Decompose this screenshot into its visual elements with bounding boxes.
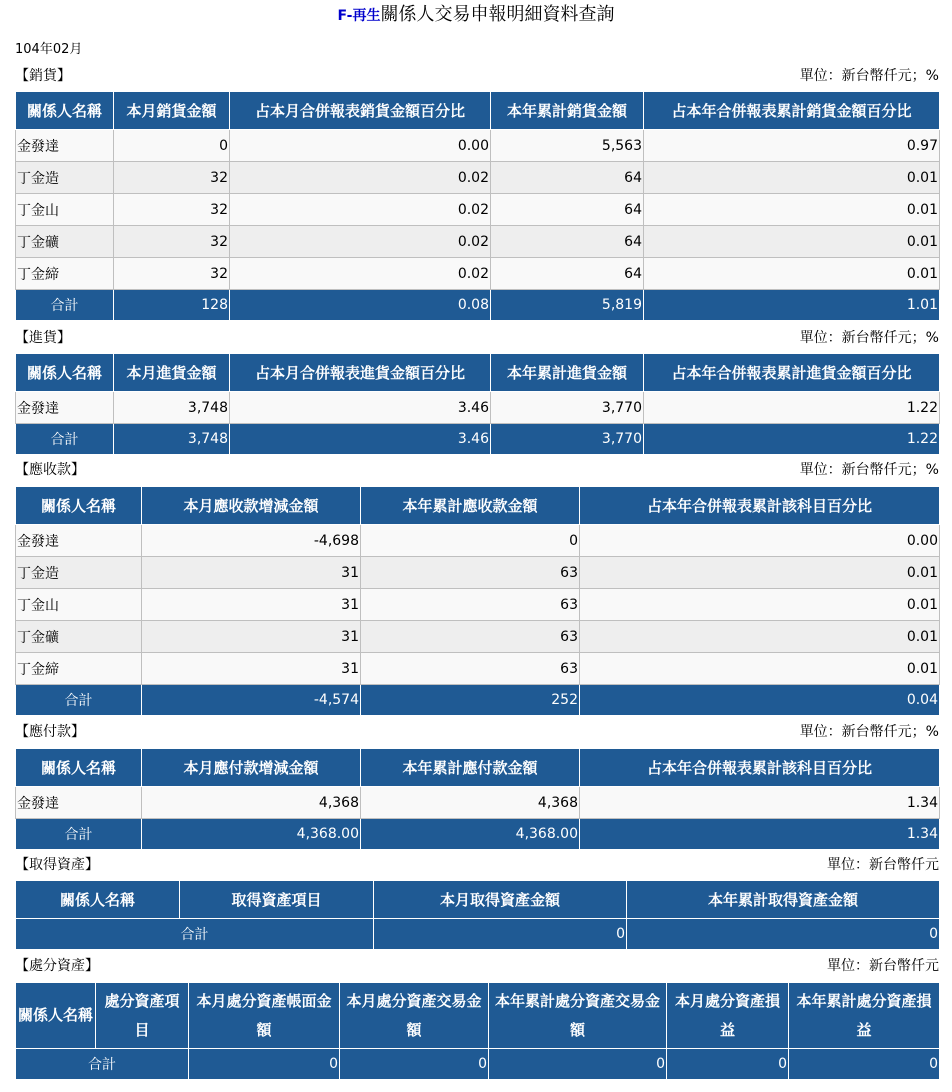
total-month-change: 4,368.00 (142, 819, 361, 850)
column-header: 占本年合併報表累計銷貨金額百分比 (644, 92, 940, 130)
total-label: 合計 (16, 919, 374, 950)
total-ytd-percent: 0.04 (580, 685, 940, 716)
total-month-change: -4,574 (142, 685, 361, 716)
table-row (16, 194, 940, 226)
party-name: 金發達 (16, 525, 142, 557)
payables-unit-note: 單位：新台幣仟元；% (799, 724, 939, 740)
month-amount: 32 (114, 258, 230, 290)
receivables-unit-note: 單位：新台幣仟元；% (799, 462, 939, 478)
ytd-amount: 3,770 (491, 392, 644, 424)
ytd-amount: 64 (491, 162, 644, 194)
disposed-unit-note: 單位：新台幣仟元 (827, 958, 939, 974)
column-header: 關係人名稱 (16, 92, 114, 130)
total-book-amount: 0 (189, 1049, 340, 1080)
total-row (16, 290, 940, 321)
total-month-amount: 3,748 (114, 424, 230, 455)
acquired-section-label: 【取得資產】 (15, 857, 99, 873)
purchases-table (15, 353, 940, 455)
party-name: 丁金山 (16, 194, 114, 226)
month-percent: 0.02 (230, 194, 491, 226)
month-change: 4,368 (142, 787, 361, 819)
column-header: 占本月合併報表銷貨金額百分比 (230, 92, 491, 130)
total-row (16, 1049, 940, 1080)
total-ytd-percent: 1.22 (644, 424, 940, 455)
table-header-row (16, 749, 940, 787)
disposed-table (15, 982, 940, 1080)
total-ytd-amount: 4,368.00 (361, 819, 580, 850)
column-header: 本年累計進貨金額 (491, 354, 644, 392)
ytd-amount: 63 (361, 557, 580, 589)
month-amount: 3,748 (114, 392, 230, 424)
receivables-section-label: 【應收款】 (15, 462, 85, 478)
table-row (16, 621, 940, 653)
total-ytd-percent: 1.01 (644, 290, 940, 321)
column-header: 處分資產項目 (96, 983, 189, 1049)
ytd-percent: 0.01 (644, 258, 940, 290)
ytd-percent: 0.00 (580, 525, 940, 557)
month-change: 31 (142, 621, 361, 653)
total-ytd-amount: 252 (361, 685, 580, 716)
total-label: 合計 (16, 685, 142, 716)
ytd-percent: 0.01 (580, 621, 940, 653)
total-row (16, 819, 940, 850)
ytd-percent: 1.34 (580, 787, 940, 819)
column-header: 關係人名稱 (16, 983, 96, 1049)
column-header: 取得資產項目 (180, 881, 374, 919)
table-row (16, 787, 940, 819)
column-header: 本年累計處分資產交易金額 (489, 983, 667, 1049)
total-label: 合計 (16, 819, 142, 850)
month-change: 31 (142, 653, 361, 685)
column-header: 本年累計銷貨金額 (491, 92, 644, 130)
sales-table (15, 91, 940, 321)
purchases-section-header (15, 328, 939, 348)
month-amount: 32 (114, 194, 230, 226)
month-amount: 32 (114, 226, 230, 258)
ytd-amount: 64 (491, 258, 644, 290)
column-header: 本月處分資產損益 (667, 983, 789, 1049)
table-row (16, 653, 940, 685)
report-title: 關係人交易申報明細資料查詢 (380, 4, 615, 25)
ytd-percent: 0.01 (644, 162, 940, 194)
total-ytd-amount: 5,819 (491, 290, 644, 321)
total-month-percent: 3.46 (230, 424, 491, 455)
column-header: 本月銷貨金額 (114, 92, 230, 130)
column-header: 占本年合併報表累計該科目百分比 (580, 487, 940, 525)
total-label: 合計 (16, 290, 114, 321)
total-ytd-percent: 1.34 (580, 819, 940, 850)
table-row (16, 226, 940, 258)
total-label: 合計 (16, 1049, 189, 1080)
party-name: 金發達 (16, 130, 114, 162)
disposed-section-label: 【處分資產】 (15, 958, 99, 974)
total-row (16, 424, 940, 455)
month-amount: 0 (114, 130, 230, 162)
column-header: 關係人名稱 (16, 881, 180, 919)
total-row (16, 685, 940, 716)
ytd-amount: 4,368 (361, 787, 580, 819)
total-month-amount: 128 (114, 290, 230, 321)
column-header: 占本年合併報表累計進貨金額百分比 (644, 354, 940, 392)
table-row (16, 589, 940, 621)
acquired-table (15, 880, 940, 950)
total-ytd-amount: 0 (627, 919, 940, 950)
party-name: 丁金造 (16, 557, 142, 589)
total-gain-loss: 0 (667, 1049, 789, 1080)
ytd-percent: 0.01 (580, 557, 940, 589)
purchases-section-label: 【進貨】 (15, 330, 71, 346)
ytd-amount: 5,563 (491, 130, 644, 162)
column-header: 本月取得資產金額 (374, 881, 627, 919)
page-title (0, 4, 952, 27)
acquired-unit-note: 單位：新台幣仟元 (827, 857, 939, 873)
table-row (16, 130, 940, 162)
column-header: 本年累計取得資產金額 (627, 881, 940, 919)
table-header-row (16, 983, 940, 1049)
column-header: 關係人名稱 (16, 487, 142, 525)
party-name: 丁金造 (16, 162, 114, 194)
column-header: 占本月合併報表進貨金額百分比 (230, 354, 491, 392)
ytd-percent: 0.01 (580, 653, 940, 685)
payables-section-header (15, 722, 939, 742)
column-header: 本月進貨金額 (114, 354, 230, 392)
column-header: 本年累計處分資產損益 (789, 983, 940, 1049)
table-header-row (16, 487, 940, 525)
party-name: 丁金締 (16, 258, 114, 290)
month-change: 31 (142, 557, 361, 589)
month-change: 31 (142, 589, 361, 621)
company-code: F-再生 (337, 8, 381, 24)
table-row (16, 392, 940, 424)
ytd-amount: 63 (361, 589, 580, 621)
table-header-row (16, 881, 940, 919)
table-row (16, 525, 940, 557)
party-name: 丁金山 (16, 589, 142, 621)
column-header: 關係人名稱 (16, 354, 114, 392)
column-header: 本年累計應付款金額 (361, 749, 580, 787)
ytd-amount: 63 (361, 653, 580, 685)
total-month-amount: 0 (374, 919, 627, 950)
ytd-percent: 0.97 (644, 130, 940, 162)
ytd-percent: 0.01 (644, 226, 940, 258)
ytd-amount: 0 (361, 525, 580, 557)
table-header-row (16, 92, 940, 130)
acquired-section-header (15, 855, 939, 875)
month-percent: 0.00 (230, 130, 491, 162)
sales-section-label: 【銷貨】 (15, 68, 71, 84)
column-header: 本年累計應收款金額 (361, 487, 580, 525)
ytd-percent: 0.01 (644, 194, 940, 226)
party-name: 丁金礦 (16, 621, 142, 653)
party-name: 丁金礦 (16, 226, 114, 258)
disposed-section-header (15, 956, 939, 976)
ytd-percent: 0.01 (580, 589, 940, 621)
total-row (16, 919, 940, 950)
ytd-amount: 64 (491, 226, 644, 258)
payables-table (15, 748, 940, 850)
table-row (16, 258, 940, 290)
column-header: 占本年合併報表累計該科目百分比 (580, 749, 940, 787)
table-row (16, 557, 940, 589)
column-header: 關係人名稱 (16, 749, 142, 787)
ytd-percent: 1.22 (644, 392, 940, 424)
month-percent: 0.02 (230, 162, 491, 194)
receivables-section-header (15, 460, 939, 480)
receivables-table (15, 486, 940, 716)
table-row (16, 162, 940, 194)
total-month-percent: 0.08 (230, 290, 491, 321)
table-header-row (16, 354, 940, 392)
payables-section-label: 【應付款】 (15, 724, 85, 740)
column-header: 本月應收款增減金額 (142, 487, 361, 525)
report-period: 104年02月 (15, 42, 83, 57)
column-header: 本月處分資產帳面金額 (189, 983, 340, 1049)
ytd-amount: 64 (491, 194, 644, 226)
purchases-unit-note: 單位：新台幣仟元；% (799, 330, 939, 346)
month-percent: 0.02 (230, 258, 491, 290)
total-ytd-amount: 3,770 (491, 424, 644, 455)
ytd-amount: 63 (361, 621, 580, 653)
party-name: 金發達 (16, 787, 142, 819)
total-ytd-trade-amount: 0 (489, 1049, 667, 1080)
month-percent: 3.46 (230, 392, 491, 424)
total-trade-amount: 0 (340, 1049, 489, 1080)
month-percent: 0.02 (230, 226, 491, 258)
month-amount: 32 (114, 162, 230, 194)
column-header: 本月應付款增減金額 (142, 749, 361, 787)
sales-unit-note: 單位：新台幣仟元；% (799, 68, 939, 84)
party-name: 金發達 (16, 392, 114, 424)
month-change: -4,698 (142, 525, 361, 557)
column-header: 本月處分資產交易金額 (340, 983, 489, 1049)
sales-section-header (15, 66, 939, 86)
total-label: 合計 (16, 424, 114, 455)
total-ytd-gain-loss: 0 (789, 1049, 940, 1080)
party-name: 丁金締 (16, 653, 142, 685)
